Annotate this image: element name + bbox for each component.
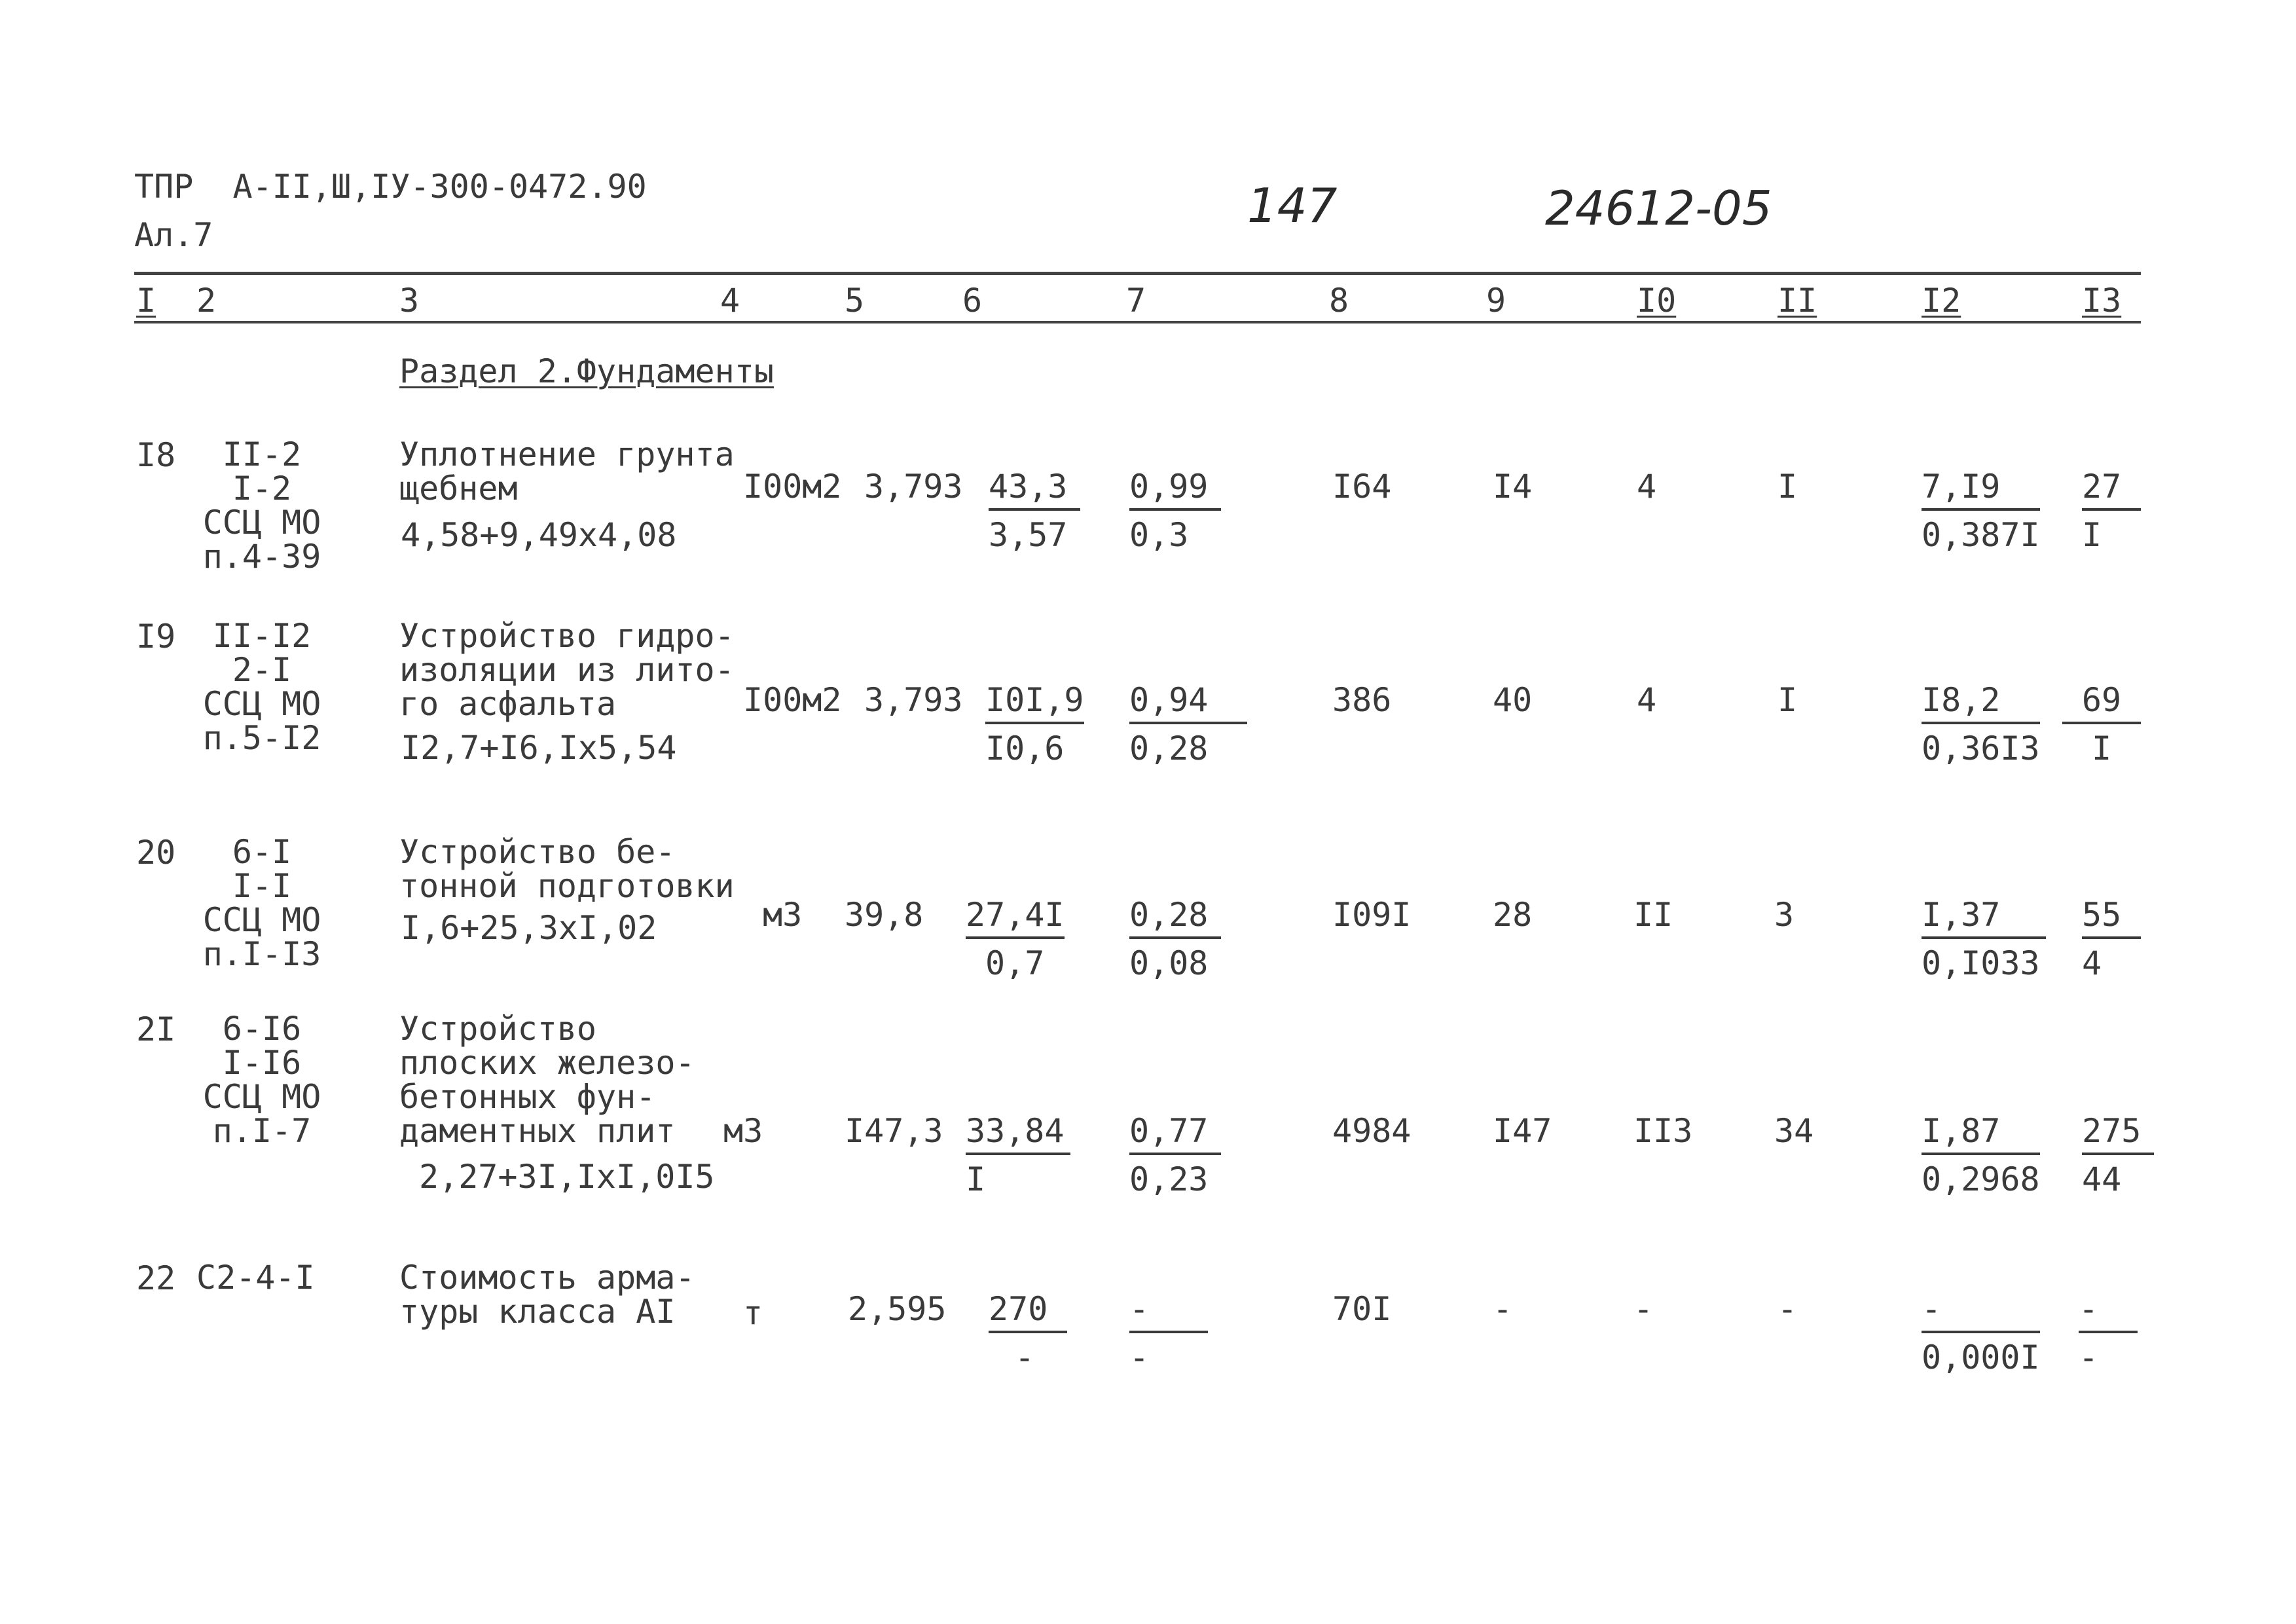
- col-header-1: I: [136, 282, 156, 320]
- labor-fraction: $\frac{I8,2}{0,36I3}$: [1922, 681, 2040, 767]
- col-header-12: I2: [1922, 282, 1961, 320]
- total-labor-fraction: $\frac{55}{4}$: [2082, 897, 2141, 981]
- total-labor-fraction: $\frac{27}{I}$: [2082, 469, 2141, 553]
- rate-code: II-2 I-2 ССЦ МО п.4-39: [202, 435, 321, 576]
- work-description: Устройство плоских железо- бетонных фун- даментных плит: [399, 1010, 695, 1150]
- col11-value: 3: [1774, 896, 1795, 934]
- labor-fraction: $\frac{7,I9}{0,387I}$: [1922, 468, 2040, 554]
- unit-cost-fraction: $\frac{27,4I}{0,7}$: [966, 896, 1065, 982]
- work-description: Стоимость арма- туры класса АI: [399, 1259, 695, 1331]
- total-cost: I09I: [1332, 896, 1412, 934]
- labor-fraction: - 0,000I: [1922, 1290, 2040, 1376]
- row-number: I8: [136, 436, 176, 474]
- unit: т: [743, 1294, 763, 1332]
- wage-fraction: $\frac{0,28}{0,08}$: [1129, 897, 1221, 981]
- quantity: 3,793: [864, 681, 963, 719]
- sheet-label: Ал.7: [134, 216, 213, 254]
- col9-value: 40: [1493, 681, 1533, 719]
- col-header-3: 3: [399, 282, 420, 320]
- doc-number: 24612-05: [1545, 181, 1772, 236]
- col-header-9: 9: [1486, 282, 1506, 320]
- total-labor-fraction: - -: [2079, 1291, 2138, 1375]
- total-labor-fraction: $\frac{69}{I}$: [2062, 682, 2141, 766]
- labor-fraction: $\frac{I,37}{0,I033}$: [1922, 897, 2046, 981]
- header-top-rule: [134, 272, 2141, 275]
- col-header-4: 4: [720, 282, 740, 320]
- col11-value: 34: [1774, 1112, 1814, 1150]
- total-cost: I64: [1332, 468, 1392, 506]
- unit: м3: [763, 896, 803, 934]
- quantity: 3,793: [864, 468, 963, 506]
- quantity: 2,595: [848, 1290, 947, 1328]
- unit: м3: [723, 1112, 763, 1150]
- unit: I00м2: [743, 681, 842, 719]
- col11-value: I: [1777, 681, 1798, 719]
- col-header-8: 8: [1329, 282, 1349, 320]
- col10-value: 4: [1637, 681, 1657, 719]
- col10-value: II: [1633, 896, 1673, 934]
- row-number: I9: [136, 618, 176, 655]
- col10-value: 4: [1637, 468, 1657, 506]
- col-header-2: 2: [196, 282, 217, 320]
- col9-value: -: [1493, 1290, 1513, 1328]
- row-number: 2I: [136, 1010, 176, 1048]
- col10-value: II3: [1633, 1112, 1693, 1150]
- header-bottom-rule: [134, 321, 2141, 323]
- col9-value: I47: [1493, 1112, 1552, 1150]
- unit: I00м2: [743, 468, 842, 506]
- work-description: Уплотнение грунта щебнем: [399, 435, 735, 507]
- page-number: 147: [1247, 178, 1338, 233]
- work-description: Устройство гидро- изоляции из лито- го асфальта: [399, 617, 735, 723]
- total-labor-fraction: $\frac{275}{44}$: [2082, 1113, 2154, 1197]
- volume-formula: I,6+25,3хI,02: [401, 909, 657, 947]
- rate-code: 6-I I-I ССЦ МО п.I-I3: [202, 833, 321, 973]
- work-description: Устройство бе- тонной подготовки: [399, 833, 735, 905]
- unit-cost-fraction: 270 -: [989, 1291, 1067, 1375]
- row-number: 22: [136, 1259, 176, 1297]
- total-cost: 70I: [1332, 1290, 1392, 1328]
- total-cost: 4984: [1332, 1112, 1412, 1150]
- doc-code: ТПР А-II,Ш,IУ-300-0472.90: [134, 168, 647, 206]
- quantity: 39,8: [845, 896, 924, 934]
- col-header-13: I3: [2082, 282, 2122, 320]
- col-header-10: I0: [1637, 282, 1677, 320]
- col-header-6: 6: [962, 282, 983, 320]
- volume-formula: 2,27+3I,IхI,0I5: [419, 1158, 715, 1196]
- col11-value: I: [1777, 468, 1798, 506]
- col10-value: -: [1633, 1290, 1654, 1328]
- total-cost: 386: [1332, 681, 1392, 719]
- unit-cost-fraction: $\frac{33,84}{I}$: [966, 1113, 1070, 1197]
- unit-cost-fraction: $\frac{I0I,9}{I0,6}$: [985, 681, 1084, 767]
- labor-fraction: $\frac{I,87}{0,2968}$: [1922, 1112, 2040, 1198]
- col9-value: I4: [1493, 468, 1533, 506]
- col9-value: 28: [1493, 896, 1533, 934]
- unit-cost-fraction: $\frac{43,3}{3,57}$: [989, 469, 1080, 553]
- col-header-7: 7: [1126, 282, 1146, 320]
- section-title: Раздел 2.Фундаменты: [399, 352, 774, 390]
- quantity: I47,3: [845, 1112, 943, 1150]
- col-header-5: 5: [845, 282, 865, 320]
- rate-code: 6-I6 I-I6 ССЦ МО п.I-7: [202, 1010, 321, 1150]
- col11-value: -: [1777, 1290, 1798, 1328]
- rate-code: II-I2 2-I ССЦ МО п.5-I2: [202, 617, 321, 757]
- wage-fraction: $\frac{0,99}{0,3}$: [1129, 469, 1221, 553]
- wage-fraction: - -: [1129, 1291, 1208, 1375]
- volume-formula: I2,7+I6,Iх5,54: [401, 729, 677, 767]
- col-header-11: II: [1777, 282, 1817, 320]
- wage-fraction: $\frac{0,77}{0,23}$: [1129, 1113, 1221, 1197]
- volume-formula: 4,58+9,49х4,08: [401, 516, 677, 554]
- rate-code: С2-4-I: [196, 1259, 315, 1297]
- row-number: 20: [136, 834, 176, 872]
- wage-fraction: $\frac{0,94}{0,28}$: [1129, 682, 1247, 766]
